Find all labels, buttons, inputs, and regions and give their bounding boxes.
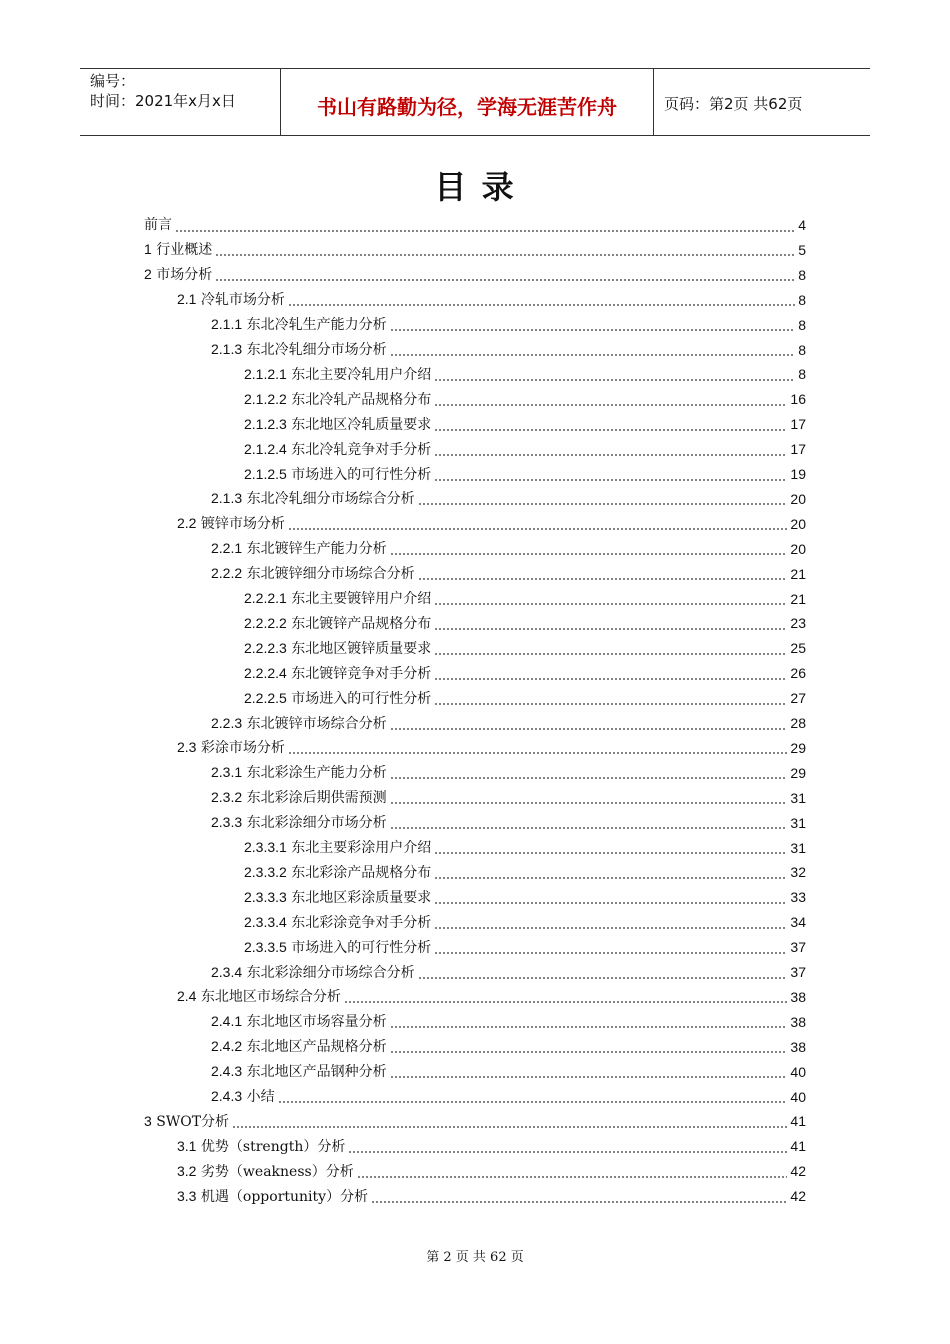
toc-entry-number: 2.2.3 xyxy=(211,714,243,731)
toc-entry-title: SWOT分析 xyxy=(156,1113,230,1130)
toc-entry-page: 38 xyxy=(790,1013,806,1030)
toc-entry-label xyxy=(244,885,431,911)
toc-entry-number: 3.2 xyxy=(177,1162,197,1179)
header-left-cell xyxy=(80,69,280,135)
toc-entry-page: 31 xyxy=(790,814,806,831)
toc-entry-label xyxy=(144,237,212,263)
toc-entry-number: 2.3.3.1 xyxy=(244,839,287,855)
toc-entry-number: 2.4.2 xyxy=(211,1038,243,1055)
toc-entry-label xyxy=(211,785,387,811)
toc-entry-label xyxy=(244,362,431,388)
toc-entry-page: 8 xyxy=(798,266,806,283)
toc-dot-leader xyxy=(434,429,787,431)
toc-entry-label xyxy=(244,437,431,463)
toc-entry-label xyxy=(211,486,415,512)
toc-entry-page: 40 xyxy=(790,1063,806,1080)
toc-entry-page: 28 xyxy=(790,715,806,731)
toc-entry-page: 40 xyxy=(790,1088,806,1105)
toc-entry-title: 市场进入的可行性分析 xyxy=(291,939,432,956)
toc-entry-page: 8 xyxy=(798,366,806,383)
toc-entry-number: 3 xyxy=(144,1112,152,1129)
toc-dot-leader xyxy=(390,777,788,779)
toc-entry-number: 2.4.1 xyxy=(211,1013,243,1030)
toc-entry-title: 彩涂市场分析 xyxy=(200,740,285,757)
toc-dot-leader xyxy=(434,603,787,605)
toc-entry-label xyxy=(211,810,387,836)
toc-dot-leader xyxy=(434,379,795,381)
toc-dot-leader xyxy=(390,329,796,331)
toc-entry-label xyxy=(177,735,285,761)
toc-entry[interactable] xyxy=(244,935,806,960)
toc-entry-title: 东北冷轧细分市场综合分析 xyxy=(246,491,415,508)
toc-entry-label xyxy=(244,661,431,687)
toc-entry-page: 19 xyxy=(790,466,806,482)
toc-entry-number: 2.1.2.1 xyxy=(244,365,287,382)
toc-dot-leader xyxy=(434,902,787,904)
toc-entry-title: 东北地区彩涂质量要求 xyxy=(291,889,432,906)
toc-entry[interactable] xyxy=(177,1184,806,1209)
toc-entry-number: 1 xyxy=(144,241,152,258)
toc-entry[interactable] xyxy=(244,362,806,387)
toc-entry-title: 镀锌市场分析 xyxy=(200,516,285,533)
toc-dot-leader xyxy=(434,404,787,406)
toc-entry-page: 31 xyxy=(790,789,806,806)
toc-entry-label xyxy=(244,860,431,886)
toc-entry-number: 2.2.2.4 xyxy=(244,664,287,681)
toc-dot-leader xyxy=(232,1126,787,1128)
toc-entry-number: 2.1.2.2 xyxy=(244,390,287,407)
toc-dot-leader xyxy=(434,454,787,456)
toc-entry-page: 37 xyxy=(790,939,806,956)
toc-entry-page: 8 xyxy=(798,341,806,358)
toc-entry-page: 42 xyxy=(790,1188,806,1205)
toc-entry-label xyxy=(177,1159,354,1185)
toc-entry-number: 2.2.2 xyxy=(211,565,243,582)
toc-entry-page: 38 xyxy=(790,1038,806,1055)
toc-entry[interactable] xyxy=(244,587,806,612)
toc-entry-number: 2.2.2.5 xyxy=(244,689,287,706)
toc-entry-title: 行业概述 xyxy=(156,242,213,259)
toc-entry-label xyxy=(211,561,415,587)
toc-entry-label xyxy=(211,1084,275,1110)
toc-entry-number: 2.1.2.3 xyxy=(244,415,287,432)
toc-entry-number: 2.4.3 xyxy=(211,1088,243,1104)
toc-entry-title: 东北冷轧竞争对手分析 xyxy=(291,441,432,458)
toc-entry-page: 41 xyxy=(790,1113,806,1130)
toc-entry-title: 东北地区市场综合分析 xyxy=(200,989,341,1006)
toc-dot-leader xyxy=(288,528,788,530)
toc-entry-page: 21 xyxy=(790,565,806,582)
toc-entry[interactable] xyxy=(144,263,806,288)
toc-entry-page: 8 xyxy=(798,316,806,333)
toc-entry[interactable] xyxy=(177,512,806,537)
page-footer: 第 2 页 共 62 页 xyxy=(426,1250,524,1265)
toc-entry[interactable] xyxy=(144,238,806,263)
toc-entry-title: 前言 xyxy=(144,217,172,233)
toc-entry[interactable] xyxy=(211,1085,806,1110)
toc-entry-label xyxy=(211,1059,387,1085)
toc-entry-page: 23 xyxy=(790,615,806,632)
toc-entry-label xyxy=(244,636,431,662)
toc-dot-leader xyxy=(390,1076,788,1078)
header-motto-cell xyxy=(280,69,654,135)
toc-entry-number: 3.3 xyxy=(177,1187,197,1204)
toc-entry[interactable] xyxy=(211,711,806,736)
toc-dot-leader xyxy=(418,503,788,505)
toc-entry-label xyxy=(244,586,431,612)
toc-entry-page: 17 xyxy=(790,416,806,433)
toc-entry-label xyxy=(244,611,431,637)
toc-dot-leader xyxy=(434,952,787,954)
toc-entry-label xyxy=(177,1134,345,1160)
header-motto: 书山有路勤为径，学海无涯苦作舟 xyxy=(317,95,617,119)
toc-entry-title: 小结 xyxy=(246,1089,275,1105)
toc-entry-title: 东北镀锌市场综合分析 xyxy=(246,715,387,732)
toc-entry-title: 东北地区冷轧质量要求 xyxy=(291,416,432,433)
toc-entry-page: 27 xyxy=(790,690,806,707)
toc-entry-title: 东北彩涂后期供需预测 xyxy=(246,790,387,807)
toc-dot-leader xyxy=(288,304,795,306)
toc-entry[interactable] xyxy=(211,338,806,363)
toc-entry-title: 东北主要镀锌用户介绍 xyxy=(291,591,432,607)
toc-dot-leader xyxy=(434,678,787,680)
toc-entry-page: 38 xyxy=(790,988,806,1005)
toc-entry-label xyxy=(211,536,387,562)
toc-entry-title: 东北地区产品钢种分析 xyxy=(246,1064,387,1081)
document-date-label: 时间：2021年x月x日 xyxy=(90,92,236,110)
toc-entry-number: 2.3.3.5 xyxy=(244,938,287,955)
toc-entry[interactable] xyxy=(211,786,806,811)
toc-entry[interactable] xyxy=(177,985,806,1010)
toc-entry-title: 东北主要彩涂用户介绍 xyxy=(291,840,432,856)
toc-entry[interactable] xyxy=(144,213,806,238)
toc-entry-number: 2.3.3 xyxy=(211,814,243,831)
toc-entry[interactable] xyxy=(244,611,806,636)
toc-entry-page: 34 xyxy=(790,914,806,931)
toc-entry-number: 2.3.3.2 xyxy=(244,863,287,880)
toc-entry-title: 东北冷轧细分市场分析 xyxy=(246,342,387,358)
toc-entry-page: 8 xyxy=(798,291,806,308)
toc-entry-title: 东北彩涂细分市场分析 xyxy=(246,815,387,832)
toc-entry-title: 东北彩涂产品规格分布 xyxy=(291,864,432,881)
toc-entry[interactable] xyxy=(244,910,806,935)
toc-entry-label xyxy=(244,935,431,961)
toc-entry-title: 东北地区镀锌质量要求 xyxy=(291,640,432,657)
toc-entry-title: 东北冷轧产品规格分布 xyxy=(291,391,432,408)
toc-entry-page: 37 xyxy=(790,964,806,980)
toc-entry[interactable] xyxy=(211,1060,806,1085)
toc-entry-number: 2.2.2.1 xyxy=(244,590,287,606)
toc-entry-number: 2.2 xyxy=(177,515,197,532)
toc-entry-label xyxy=(144,1109,229,1135)
toc-entry-page: 20 xyxy=(790,540,806,557)
toc-entry-label xyxy=(211,337,387,363)
toc-entry-title: 东北彩涂细分市场综合分析 xyxy=(246,964,415,981)
toc-entry-label xyxy=(244,910,431,936)
toc-entry[interactable] xyxy=(177,1159,806,1184)
toc-dot-leader xyxy=(390,728,788,730)
toc-entry[interactable] xyxy=(244,661,806,686)
toc-entry-title: 东北彩涂竞争对手分析 xyxy=(291,914,432,931)
toc-entry-label xyxy=(177,511,285,537)
toc-entry[interactable] xyxy=(244,836,806,861)
toc-entry-page: 25 xyxy=(790,640,806,657)
toc-dot-leader xyxy=(215,279,795,281)
toc-entry[interactable] xyxy=(244,885,806,910)
page-title: 目 录 xyxy=(434,168,516,206)
toc-dot-leader xyxy=(348,1151,787,1153)
toc-entry[interactable] xyxy=(211,761,806,786)
toc-entry-title: 市场分析 xyxy=(156,267,213,284)
toc-entry-title: 市场进入的可行性分析 xyxy=(291,466,432,483)
toc-dot-leader xyxy=(390,827,788,829)
toc-entry-number: 2.4.3 xyxy=(211,1063,243,1080)
toc-dot-leader xyxy=(215,254,795,256)
toc-entry-number: 2.1.2.5 xyxy=(244,465,287,482)
toc-entry-number: 2.1.2.4 xyxy=(244,440,287,457)
toc-entry-page: 16 xyxy=(790,391,806,408)
toc-entry-label xyxy=(144,213,172,238)
toc-entry[interactable] xyxy=(244,860,806,885)
toc-entry-page: 33 xyxy=(790,889,806,906)
toc-dot-leader xyxy=(418,977,788,979)
toc-entry-number: 2.1.3 xyxy=(211,490,243,507)
toc-entry-title: 东北彩涂生产能力分析 xyxy=(246,765,387,782)
toc-entry[interactable] xyxy=(244,686,806,711)
toc-entry-title: 东北镀锌细分市场综合分析 xyxy=(246,566,415,583)
toc-entry-label xyxy=(244,462,431,488)
toc-entry-page: 32 xyxy=(790,864,806,881)
toc-entry[interactable] xyxy=(211,487,806,512)
toc-entry-number: 2.3.3.3 xyxy=(244,888,287,905)
toc-entry-title: 优势（strength）分析 xyxy=(200,1138,346,1155)
toc-entry-number: 2.2.1 xyxy=(211,540,243,557)
toc-entry-label xyxy=(211,1034,387,1060)
toc-dot-leader xyxy=(434,479,787,481)
toc-entry-label xyxy=(177,984,341,1010)
toc-entry-title: 冷轧市场分析 xyxy=(200,292,285,309)
toc-entry[interactable] xyxy=(211,1010,806,1035)
toc-dot-leader xyxy=(371,1201,787,1203)
toc-dot-leader xyxy=(390,1051,788,1053)
toc-entry-number: 2.3 xyxy=(177,739,197,756)
toc-dot-leader xyxy=(390,553,788,555)
toc-entry-number: 2.3.1 xyxy=(211,764,243,781)
toc-dot-leader xyxy=(357,1176,788,1178)
toc-entry-page: 41 xyxy=(790,1138,806,1155)
toc-entry-title: 东北镀锌产品规格分布 xyxy=(291,615,432,632)
toc-dot-leader xyxy=(434,703,787,705)
toc-entry-label xyxy=(211,312,387,338)
toc-entry[interactable] xyxy=(177,1134,806,1159)
toc-entry[interactable] xyxy=(244,437,806,462)
toc-dot-leader xyxy=(390,802,788,804)
toc-dot-leader xyxy=(434,852,787,854)
document-number-label: 编号： xyxy=(90,72,136,90)
toc-entry-label xyxy=(144,262,212,288)
toc-entry-number: 3.1 xyxy=(177,1137,197,1154)
toc-dot-leader xyxy=(344,1001,788,1003)
toc-entry-label xyxy=(211,960,415,986)
toc-entry-label xyxy=(244,686,431,712)
toc-entry-title: 东北镀锌竞争对手分析 xyxy=(291,665,432,682)
toc-entry-number: 2.4 xyxy=(177,988,197,1005)
toc-entry-number: 2.1.1 xyxy=(211,316,243,333)
toc-entry[interactable] xyxy=(211,960,806,985)
toc-entry[interactable] xyxy=(244,636,806,661)
toc-entry-page: 20 xyxy=(790,490,806,507)
toc-entry[interactable] xyxy=(211,537,806,562)
toc-entry-label xyxy=(244,412,431,438)
toc-entry[interactable] xyxy=(211,562,806,587)
toc-dot-leader xyxy=(390,354,796,356)
toc-entry-title: 东北地区市场容量分析 xyxy=(246,1014,387,1031)
toc-entry-label xyxy=(211,760,387,786)
toc-entry-label xyxy=(177,287,285,313)
toc-entry-page: 20 xyxy=(790,515,806,532)
toc-entry-label xyxy=(211,711,387,737)
toc-entry[interactable] xyxy=(244,462,806,487)
toc-entry[interactable] xyxy=(177,288,806,313)
toc-entry[interactable] xyxy=(144,1109,806,1134)
toc-entry-page: 26 xyxy=(790,665,806,682)
toc-entry[interactable] xyxy=(211,811,806,836)
toc-entry-number: 2.1 xyxy=(177,291,197,308)
toc-dot-leader xyxy=(288,752,788,754)
toc-entry-number: 2.2.2.3 xyxy=(244,639,287,656)
toc-entry-page: 21 xyxy=(790,590,806,607)
toc-entry-label xyxy=(211,1009,387,1035)
toc-entry-page: 31 xyxy=(790,839,806,856)
toc-entry-title: 东北镀锌生产能力分析 xyxy=(246,541,387,558)
toc-entry-title: 东北主要冷轧用户介绍 xyxy=(291,366,432,383)
toc-entry-title: 东北地区产品规格分析 xyxy=(246,1039,387,1056)
toc-entry-page: 17 xyxy=(790,441,806,458)
toc-entry-page: 4 xyxy=(798,217,806,233)
toc-entry-title: 劣势（weakness）分析 xyxy=(200,1163,354,1180)
toc-dot-leader xyxy=(434,653,787,655)
page-header xyxy=(80,68,870,136)
toc-entry-label xyxy=(177,1184,368,1210)
toc-entry-number: 2.3.3.4 xyxy=(244,913,287,930)
toc-dot-leader xyxy=(434,877,787,879)
toc-entry-title: 东北冷轧生产能力分析 xyxy=(246,317,387,334)
toc-entry-label xyxy=(244,835,431,861)
toc-dot-leader xyxy=(175,230,795,232)
toc-entry-number: 2.3.2 xyxy=(211,789,243,806)
toc-entry-number: 2 xyxy=(144,266,152,283)
toc-entry-label xyxy=(244,387,431,413)
toc-dot-leader xyxy=(434,927,787,929)
toc-dot-leader xyxy=(434,628,787,630)
toc-entry-page: 42 xyxy=(790,1163,806,1180)
toc-dot-leader xyxy=(418,578,788,580)
toc-dot-leader xyxy=(278,1101,788,1103)
toc-entry-number: 2.3.4 xyxy=(211,963,243,980)
toc-entry-number: 2.2.2.2 xyxy=(244,614,287,631)
toc-entry-title: 市场进入的可行性分析 xyxy=(291,690,432,707)
toc-dot-leader xyxy=(390,1026,788,1028)
toc-entry-page: 5 xyxy=(798,241,806,258)
toc-entry[interactable] xyxy=(211,313,806,338)
toc-entry-number: 2.1.3 xyxy=(211,341,243,357)
toc-entry[interactable] xyxy=(244,387,806,412)
toc-entry[interactable] xyxy=(244,412,806,437)
header-page-label: 页码：第2页 共62页 xyxy=(664,95,803,113)
toc-entry[interactable] xyxy=(211,1035,806,1060)
toc-entry[interactable] xyxy=(177,736,806,761)
toc-entry-page: 29 xyxy=(790,764,806,781)
toc-entry-title: 机遇（opportunity）分析 xyxy=(200,1188,369,1205)
header-page-cell xyxy=(654,69,870,135)
toc-entry-page: 29 xyxy=(790,739,806,756)
